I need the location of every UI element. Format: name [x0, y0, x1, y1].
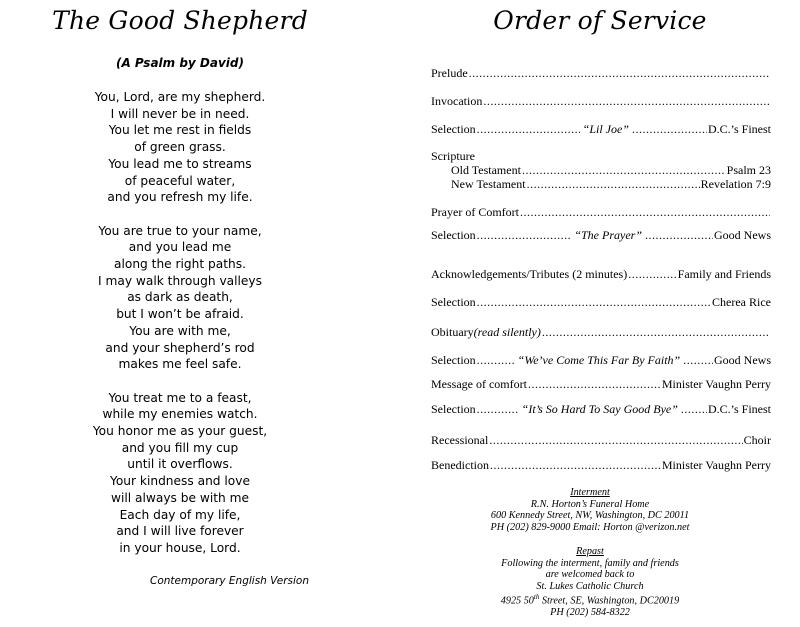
psalm-line: and I will live forever: [116, 524, 244, 539]
leader-dots: [628, 267, 676, 282]
stanza-3: [0, 390, 360, 557]
leader-dots: [469, 66, 770, 81]
benediction-by: Minister Vaughn Perry: [661, 458, 771, 472]
selection-1-row: [431, 122, 771, 137]
repast-block: [440, 546, 740, 618]
interment-block: [440, 487, 740, 533]
psalm-line: You, Lord, are my shepherd.: [94, 90, 266, 104]
obituary-label: Obituary: [431, 325, 474, 339]
selection-label: Selection: [431, 228, 476, 242]
psalm-line: Each day of my life,: [119, 507, 241, 522]
psalm-line: You are with me,: [129, 323, 231, 338]
psalm-line: but I won’t be afraid.: [116, 307, 244, 322]
performer: D.C.’s Finest: [707, 402, 771, 416]
repast-address: [440, 592, 740, 607]
obituary-note: (read silently): [473, 325, 541, 339]
interment-line: 600 Kennedy Street, NW, Washington, DC 20011: [490, 510, 690, 521]
leader-dots: [645, 228, 713, 243]
selection-label: Selection: [431, 402, 476, 416]
leader-dots: [477, 353, 515, 368]
old-testament-row: [451, 163, 771, 178]
repast-line: are welcomed back to: [545, 569, 635, 580]
performer: D.C.’s Finest: [707, 122, 771, 136]
leader-dots: [477, 402, 519, 417]
leader-dots: [681, 402, 707, 417]
new-testament-label: New Testament: [451, 177, 526, 191]
acknowledgements-row: [431, 267, 771, 282]
selection-4-row: [431, 353, 771, 368]
psalm-line: while my enemies watch.: [102, 407, 258, 422]
invocation-label: Invocation: [431, 94, 483, 108]
leader-dots: [528, 377, 661, 392]
psalm-line: in your house, Lord.: [119, 540, 241, 555]
psalm-line: I may walk through valleys: [98, 273, 262, 288]
prayer-of-comfort-label: Prayer of Comfort: [431, 205, 519, 219]
acknowledgements-by: Family and Friends: [677, 267, 771, 281]
message-label: Message of comfort: [431, 377, 527, 391]
acknowledgements-label: Acknowledgements/Tributes (2 minutes): [431, 267, 628, 281]
psalm-line: You treat me to a feast,: [108, 390, 252, 405]
selection-2-row: [431, 228, 771, 243]
selection-5-row: [431, 402, 771, 417]
leader-dots: [477, 122, 580, 137]
interment-heading: Interment: [570, 487, 610, 498]
repast-heading: Repast: [576, 546, 604, 557]
address-part: 4925 50: [500, 595, 534, 607]
psalm-line: I will never be in need.: [110, 106, 250, 121]
scripture-reference: Revelation 7:9: [700, 177, 771, 191]
selection-label: Selection: [431, 122, 476, 136]
address-suffix: th: [533, 593, 540, 601]
song-title: “It’s So Hard To Say Good Bye”: [521, 402, 678, 416]
stanza-1: [0, 89, 360, 206]
leader-dots: [489, 433, 742, 448]
message-by: Minister Vaughn Perry: [661, 377, 771, 391]
psalm-line: and you fill my cup: [121, 440, 239, 455]
psalm-line: will always be with me: [111, 490, 249, 505]
repast-line: Following the interment, family and friends: [501, 557, 679, 569]
song-title: “Lil Joe”: [582, 122, 629, 136]
address-part: Street, SE, Washington, DC20019: [539, 595, 680, 607]
message-row: [431, 377, 771, 392]
repast-line: PH (202) 584-8322: [550, 606, 630, 618]
performer: Good News: [714, 353, 771, 367]
old-testament-label: Old Testament: [451, 163, 521, 177]
psalm-line: of peaceful water,: [124, 173, 236, 188]
psalm-title: The Good Shepherd: [52, 6, 308, 35]
repast-line: St. Lukes Catholic Church: [536, 580, 644, 592]
psalm-line: You lead me to streams: [108, 156, 252, 171]
scripture-reference: Psalm 23: [726, 163, 771, 177]
leader-dots: [632, 122, 707, 137]
psalm-line: You let me rest in fields: [108, 123, 252, 138]
leader-dots: [542, 325, 770, 340]
prelude-row: [431, 66, 771, 81]
bible-version: Contemporary English Version: [150, 575, 309, 587]
recessional-by: Choir: [743, 433, 771, 447]
interment-line: R.N. Horton’s Funeral Home: [530, 498, 650, 510]
selection-label: Selection: [431, 353, 476, 367]
prayer-of-comfort-row: [431, 205, 771, 220]
interment-line: PH (202) 829-9000 Email: Horton @verizon.net: [490, 521, 690, 533]
leader-dots: [520, 205, 770, 220]
psalm-line: of green grass.: [134, 140, 226, 155]
performer: Good News: [714, 228, 771, 242]
psalm-line: and you lead me: [128, 240, 232, 255]
psalm-line: and you refresh my life.: [107, 190, 253, 205]
recessional-row: [431, 433, 771, 448]
recessional-label: Recessional: [431, 433, 489, 447]
selection-label: Selection: [431, 295, 476, 309]
psalm-text: [0, 89, 360, 573]
leader-dots: [522, 163, 726, 178]
leader-dots: [483, 94, 770, 109]
benediction-label: Benediction: [431, 458, 489, 472]
order-title: Order of Service: [493, 6, 707, 35]
psalm-line: makes me feel safe.: [118, 357, 242, 372]
psalm-line: and your shepherd’s rod: [105, 340, 255, 355]
psalm-line: along the right paths.: [114, 257, 246, 272]
stanza-2: [0, 223, 360, 373]
psalm-line: Your kindness and love: [110, 474, 250, 489]
scripture-label: Scripture: [431, 149, 475, 163]
psalm-subtitle: (A Psalm by David): [115, 56, 244, 70]
prelude-label: Prelude: [431, 66, 468, 80]
leader-dots: [490, 458, 661, 473]
psalm-line: as dark as death,: [127, 290, 233, 305]
obituary-row: [431, 325, 771, 340]
leader-dots: [683, 353, 713, 368]
benediction-row: [431, 458, 771, 473]
selection-3-row: [431, 295, 771, 310]
song-title: “The Prayer”: [574, 228, 642, 242]
invocation-row: [431, 94, 771, 109]
new-testament-row: [451, 177, 771, 192]
leader-dots: [527, 177, 700, 192]
psalm-line: You are true to your name,: [98, 223, 262, 238]
song-title: “We’ve Come This Far By Faith”: [517, 353, 681, 367]
leader-dots: [477, 228, 572, 243]
psalm-line: You honor me as your guest,: [92, 424, 268, 439]
scripture-row: [431, 149, 771, 164]
performer: Cherea Rice: [712, 295, 771, 309]
leader-dots: [477, 295, 711, 310]
psalm-line: until it overflows.: [127, 457, 233, 472]
